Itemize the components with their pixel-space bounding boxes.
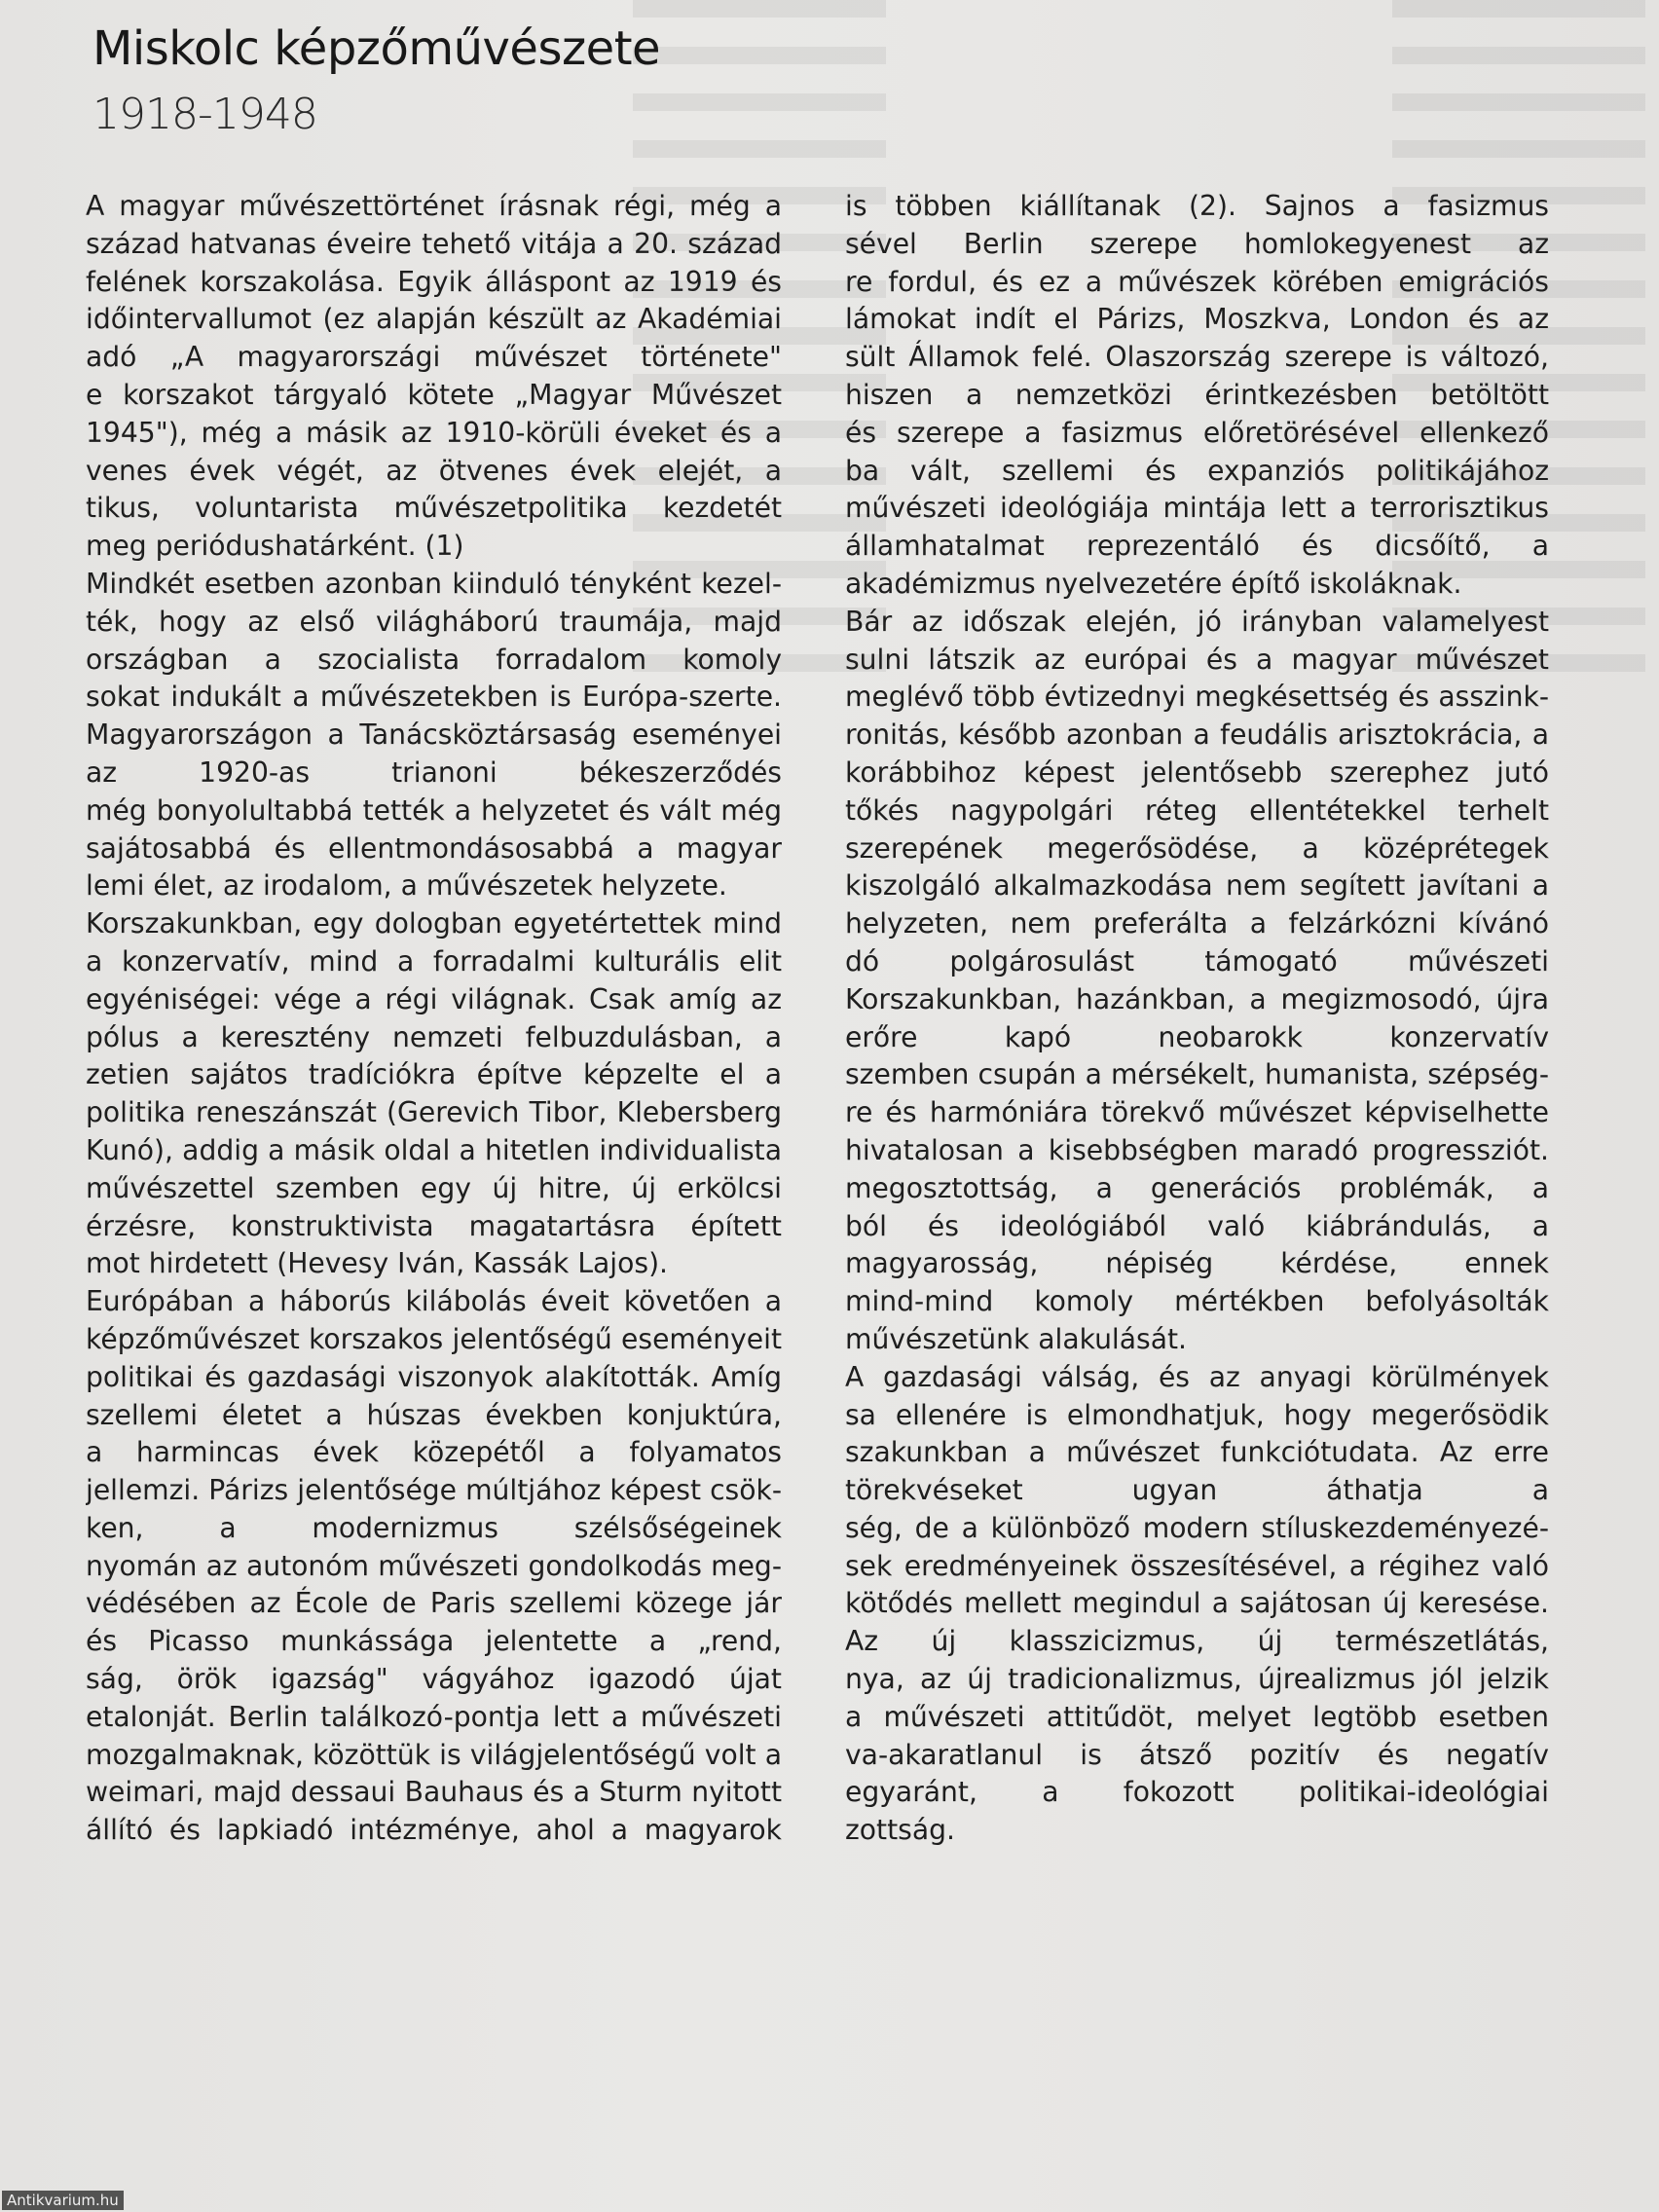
text-line: nya, az új tradicionalizmus, újrealizmus jól jelzik xyxy=(845,1663,1549,1696)
text-line: kötődés mellett megindul a sajátosan új keresése. xyxy=(845,1587,1549,1620)
text-line: művészettel szemben egy új hitre, új erkölcsi xyxy=(86,1171,782,1204)
text-line: szakunkban a művészet funkciótudata. Az erre xyxy=(845,1436,1549,1469)
text-line: mind-mind komoly mértékben befolyásolták xyxy=(845,1285,1549,1318)
text-column-left xyxy=(86,188,782,1850)
text-line: erőre kapó neobarokk konzervatív xyxy=(845,1020,1549,1053)
text-line: Mindkét esetben azonban kiinduló tényként kezel- xyxy=(86,567,782,600)
text-line: sokat indukált a művészetekben is Európa-szerte. xyxy=(86,681,782,714)
text-line: ség, de a különböző modern stíluskezdeményezé- xyxy=(845,1511,1549,1544)
text-line: dó polgárosulást támogató művészeti xyxy=(845,944,1549,977)
text-line: állító és lapkiadó intézménye, ahol a magyarok xyxy=(86,1814,782,1847)
text-line: hiszen a nemzetközi érintkezésben betöltött xyxy=(845,378,1549,411)
text-line: védésében az École de Paris szellemi közege jár xyxy=(86,1587,782,1620)
text-line: államhatalmat reprezentáló és dicsőítő, a xyxy=(845,530,1549,563)
text-line: sült Államok felé. Olaszország szerepe is változó, xyxy=(845,341,1549,374)
text-line: ronitás, később azonban a feudális arisztokrácia, a xyxy=(845,719,1549,752)
text-line: és szerepe a fasizmus előretörésével ellenkező xyxy=(845,416,1549,449)
text-line: va-akaratlanul is átsző pozitív és negatív xyxy=(845,1738,1549,1771)
text-line: kiszolgáló alkalmazkodása nem segített javítani a xyxy=(845,869,1549,903)
text-line: és Picasso munkássága jelentette a „rend, xyxy=(86,1625,782,1658)
text-line: meglévő több évtizednyi megkésettség és asszink- xyxy=(845,681,1549,714)
text-line: jellemzi. Párizs jelentősége múltjához képest csök- xyxy=(86,1474,782,1507)
text-column-right xyxy=(845,188,1549,1850)
text-line: A magyar művészettörténet írásnak régi, még a xyxy=(86,190,782,222)
text-line: re és harmóniára törekvő művészet képviselhette xyxy=(845,1096,1549,1129)
text-line: művészetünk alakulását. xyxy=(845,1322,1188,1355)
text-line: időintervallumot (ez alapján készült az Akadémiai xyxy=(86,303,782,336)
text-line: re fordul, és ez a művészek körében emigrációs xyxy=(845,265,1549,298)
text-line: Európában a háborús kilábolás éveit követően a xyxy=(86,1285,782,1318)
text-line: etalonját. Berlin találkozó-pontja lett a művészeti xyxy=(86,1700,782,1733)
text-line: lemi élet, az irodalom, a művészetek helyzete. xyxy=(86,869,727,903)
text-line: mozgalmaknak, közöttük is világjelentőségű volt a xyxy=(86,1738,782,1771)
text-line: Bár az időszak elején, jó irányban valamelyest xyxy=(845,605,1549,638)
text-line: képzőművészet korszakos jelentőségű eseményeit xyxy=(86,1322,782,1355)
text-line: adó „A magyarországi művészet története" xyxy=(86,341,782,374)
text-line: az 1920-as trianoni békeszerződés xyxy=(86,756,782,789)
text-line: sulni látszik az európai és a magyar művészet xyxy=(845,643,1549,676)
text-line: ken, a modernizmus szélsőségeinek xyxy=(86,1511,782,1544)
text-line: szerepének megerősödése, a középrétegek xyxy=(845,831,1549,865)
text-line: meg periódushatárként. (1) xyxy=(86,530,464,563)
text-line: tikus, voluntarista művészetpolitika kezdetét xyxy=(86,492,782,525)
text-line: weimari, majd dessaui Bauhaus és a Sturm nyitott xyxy=(86,1776,782,1809)
text-line: megosztottság, a generációs problémák, a xyxy=(845,1171,1549,1204)
text-line: korábbihoz képest jelentősebb szerephez jutó xyxy=(845,756,1549,789)
text-line: helyzeten, nem preferálta a felzárkózni kívánó xyxy=(845,907,1549,940)
site-watermark: Antikvarium.hu xyxy=(2,2191,124,2210)
text-line: törekvéseket ugyan áthatja a xyxy=(845,1474,1549,1507)
text-line: hivatalosan a kisebbségben maradó progressziót. xyxy=(845,1133,1549,1166)
text-line: A gazdasági válság, és az anyagi körülmények xyxy=(845,1360,1549,1393)
text-line: Magyarországon a Tanácsköztársaság eseményei xyxy=(86,719,782,752)
text-line: zetien sajátos tradíciókra építve képzelte el a xyxy=(86,1058,782,1091)
text-line: pólus a keresztény nemzeti felbuzdulásban, a xyxy=(86,1020,782,1053)
text-line: akadémizmus nyelvezetére építő iskoláknak. xyxy=(845,567,1462,600)
page-title: Miskolc képzőművészete xyxy=(92,21,661,76)
text-line: szellemi életet a húszas években konjuktúra, xyxy=(86,1398,782,1431)
text-line: művészeti ideológiája mintája lett a terrorisztikus xyxy=(845,492,1549,525)
text-line: ték, hogy az első világháború traumája, majd xyxy=(86,605,782,638)
text-line: politika reneszánszát (Gerevich Tibor, Klebersberg xyxy=(86,1096,782,1129)
page-subtitle: 1918-1948 xyxy=(92,90,317,139)
text-line: érzésre, konstruktivista magatartásra épített xyxy=(86,1209,782,1242)
text-line: a konzervatív, mind a forradalmi kulturális elit xyxy=(86,944,782,977)
text-line: mot hirdetett (Hevesy Iván, Kassák Lajos). xyxy=(86,1247,669,1280)
text-line: nyomán az autonóm művészeti gondolkodás meg- xyxy=(86,1549,782,1582)
text-line: tőkés nagypolgári réteg ellentétekkel terhelt xyxy=(845,793,1549,827)
text-line: szemben csupán a mérsékelt, humanista, szépség- xyxy=(845,1058,1549,1091)
text-line: a művészeti attitűdöt, melyet legtöbb esetben xyxy=(845,1700,1549,1733)
text-line: sek eredményeinek összesítésével, a régihez való xyxy=(845,1549,1549,1582)
text-line: lámokat indít el Párizs, Moszkva, London és az xyxy=(845,303,1549,336)
text-line: 1945"), még a másik az 1910-körüli éveket és a xyxy=(86,416,782,449)
text-line: egyaránt, a fokozott politikai-ideológiai xyxy=(845,1776,1549,1809)
text-line: ba vált, szellemi és expanziós politikájához xyxy=(845,454,1549,487)
text-line: ság, örök igazság" vágyához igazodó újat xyxy=(86,1663,782,1696)
text-line: országban a szocialista forradalom komoly xyxy=(86,643,782,676)
text-line: Az új klasszicizmus, új természetlátás, xyxy=(845,1625,1549,1658)
text-line: zottság. xyxy=(845,1814,955,1847)
text-line: még bonyolultabbá tették a helyzetet és vált még xyxy=(86,793,782,827)
text-line: venes évek végét, az ötvenes évek elejét, a xyxy=(86,454,782,487)
text-line: század hatvanas éveire tehető vitája a 20. század xyxy=(86,227,782,260)
text-line: magyarosság, népiség kérdése, ennek xyxy=(845,1247,1549,1280)
text-line: Korszakunkban, egy dologban egyetértettek mind xyxy=(86,907,782,940)
text-line: sa ellenére is elmondhatjuk, hogy megerősödik xyxy=(845,1398,1549,1431)
text-line: Korszakunkban, hazánkban, a megizmosodó, újra xyxy=(845,982,1549,1015)
text-line: a harmincas évek közepétől a folyamatos xyxy=(86,1436,782,1469)
text-line: ból és ideológiából való kiábrándulás, a xyxy=(845,1209,1549,1242)
text-line: sajátosabbá és ellentmondásosabbá a magyar xyxy=(86,831,782,865)
text-line: Kunó), addig a másik oldal a hitetlen individualista xyxy=(86,1133,782,1166)
text-line: e korszakot tárgyaló kötete „Magyar Művészet xyxy=(86,378,782,411)
text-line: felének korszakolása. Egyik álláspont az 1919 és xyxy=(86,265,782,298)
text-line: egyéniségei: vége a régi világnak. Csak amíg az xyxy=(86,982,782,1015)
text-line: sével Berlin szerepe homlokegyenest az xyxy=(845,227,1549,260)
text-line: politikai és gazdasági viszonyok alakították. Amíg xyxy=(86,1360,782,1393)
text-line: is többen kiállítanak (2). Sajnos a fasizmus xyxy=(845,190,1549,222)
